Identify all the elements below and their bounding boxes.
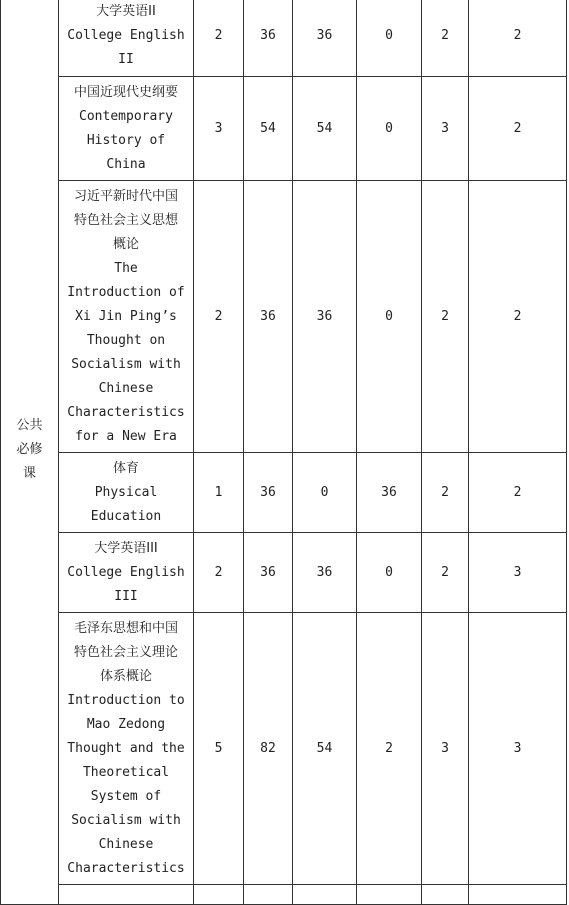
weekly-hours-cell: 2	[422, 453, 469, 533]
table-row	[1, 533, 567, 613]
course-name-cn: 毛泽东思想和中国 特色社会主义理论 体系概论	[73, 620, 178, 684]
practice-hours-cell: 0	[357, 533, 422, 613]
total-hours-cell: 54	[244, 77, 293, 181]
table-row	[1, 0, 567, 77]
weekly-hours-cell: 2	[422, 533, 469, 613]
empty-cell	[194, 885, 244, 905]
empty-cell	[244, 885, 293, 905]
category-label: 公共 必修 课	[16, 417, 43, 481]
course-name-cell	[59, 77, 194, 181]
course-name-cn: 大学英语II	[96, 3, 156, 19]
course-name-cn: 中国近现代史纲要	[73, 84, 178, 100]
course-name-cn: 体育	[112, 460, 139, 476]
total-hours-cell: 36	[244, 0, 293, 77]
credit-cell: 2	[194, 533, 244, 613]
theory-hours-cell: 36	[293, 533, 357, 613]
theory-hours-cell: 36	[293, 0, 357, 77]
total-hours-cell: 36	[244, 453, 293, 533]
course-name-en: College English II	[67, 27, 185, 67]
theory-hours-cell: 54	[293, 77, 357, 181]
category-cell	[1, 0, 59, 905]
table-row	[1, 453, 567, 533]
total-hours-cell: 82	[244, 613, 293, 885]
weekly-hours-cell: 2	[422, 181, 469, 453]
semester-cell: 2	[469, 453, 567, 533]
theory-hours-cell: 36	[293, 181, 357, 453]
course-name-en: Contemporary History of China	[79, 108, 173, 172]
credit-cell: 3	[194, 77, 244, 181]
table-row	[1, 181, 567, 453]
theory-hours-cell: 0	[293, 453, 357, 533]
semester-cell: 2	[469, 77, 567, 181]
course-name-cell	[59, 533, 194, 613]
semester-cell: 2	[469, 181, 567, 453]
weekly-hours-cell: 3	[422, 613, 469, 885]
table-row	[1, 613, 567, 885]
course-name-cell	[59, 453, 194, 533]
credit-cell: 1	[194, 453, 244, 533]
weekly-hours-cell: 3	[422, 77, 469, 181]
course-name-en: Introduction to Mao Zedong Thought and the Theoretical System of Socialism with Chinese Characteristics	[67, 692, 185, 876]
practice-hours-cell: 0	[357, 0, 422, 77]
credit-cell: 2	[194, 0, 244, 77]
practice-hours-cell: 36	[357, 453, 422, 533]
theory-hours-cell: 54	[293, 613, 357, 885]
credit-cell: 2	[194, 181, 244, 453]
course-name-cell	[59, 613, 194, 885]
course-name-en: Physical Education	[90, 484, 162, 524]
credit-cell: 5	[194, 613, 244, 885]
weekly-hours-cell: 2	[422, 0, 469, 77]
table-row	[1, 77, 567, 181]
semester-cell: 3	[469, 613, 567, 885]
course-name-cn: 大学英语III	[94, 540, 158, 556]
course-name-en: The Introduction of Xi Jin Ping’s Thought on Socialism with Chinese Characteristics for a New Era	[67, 260, 185, 444]
semester-cell: 2	[469, 0, 567, 77]
course-name-cn: 习近平新时代中国 特色社会主义思想 概论	[73, 188, 178, 252]
empty-cell	[357, 885, 422, 905]
semester-cell: 3	[469, 533, 567, 613]
empty-cell	[422, 885, 469, 905]
empty-cell	[469, 885, 567, 905]
total-hours-cell: 36	[244, 533, 293, 613]
practice-hours-cell: 0	[357, 77, 422, 181]
course-name-cell	[59, 181, 194, 453]
empty-cell	[59, 885, 194, 905]
course-name-en: College English III	[67, 564, 185, 604]
empty-cell	[293, 885, 357, 905]
practice-hours-cell: 2	[357, 613, 422, 885]
table-row	[1, 885, 567, 905]
total-hours-cell: 36	[244, 181, 293, 453]
course-name-cell	[59, 0, 194, 77]
practice-hours-cell: 0	[357, 181, 422, 453]
